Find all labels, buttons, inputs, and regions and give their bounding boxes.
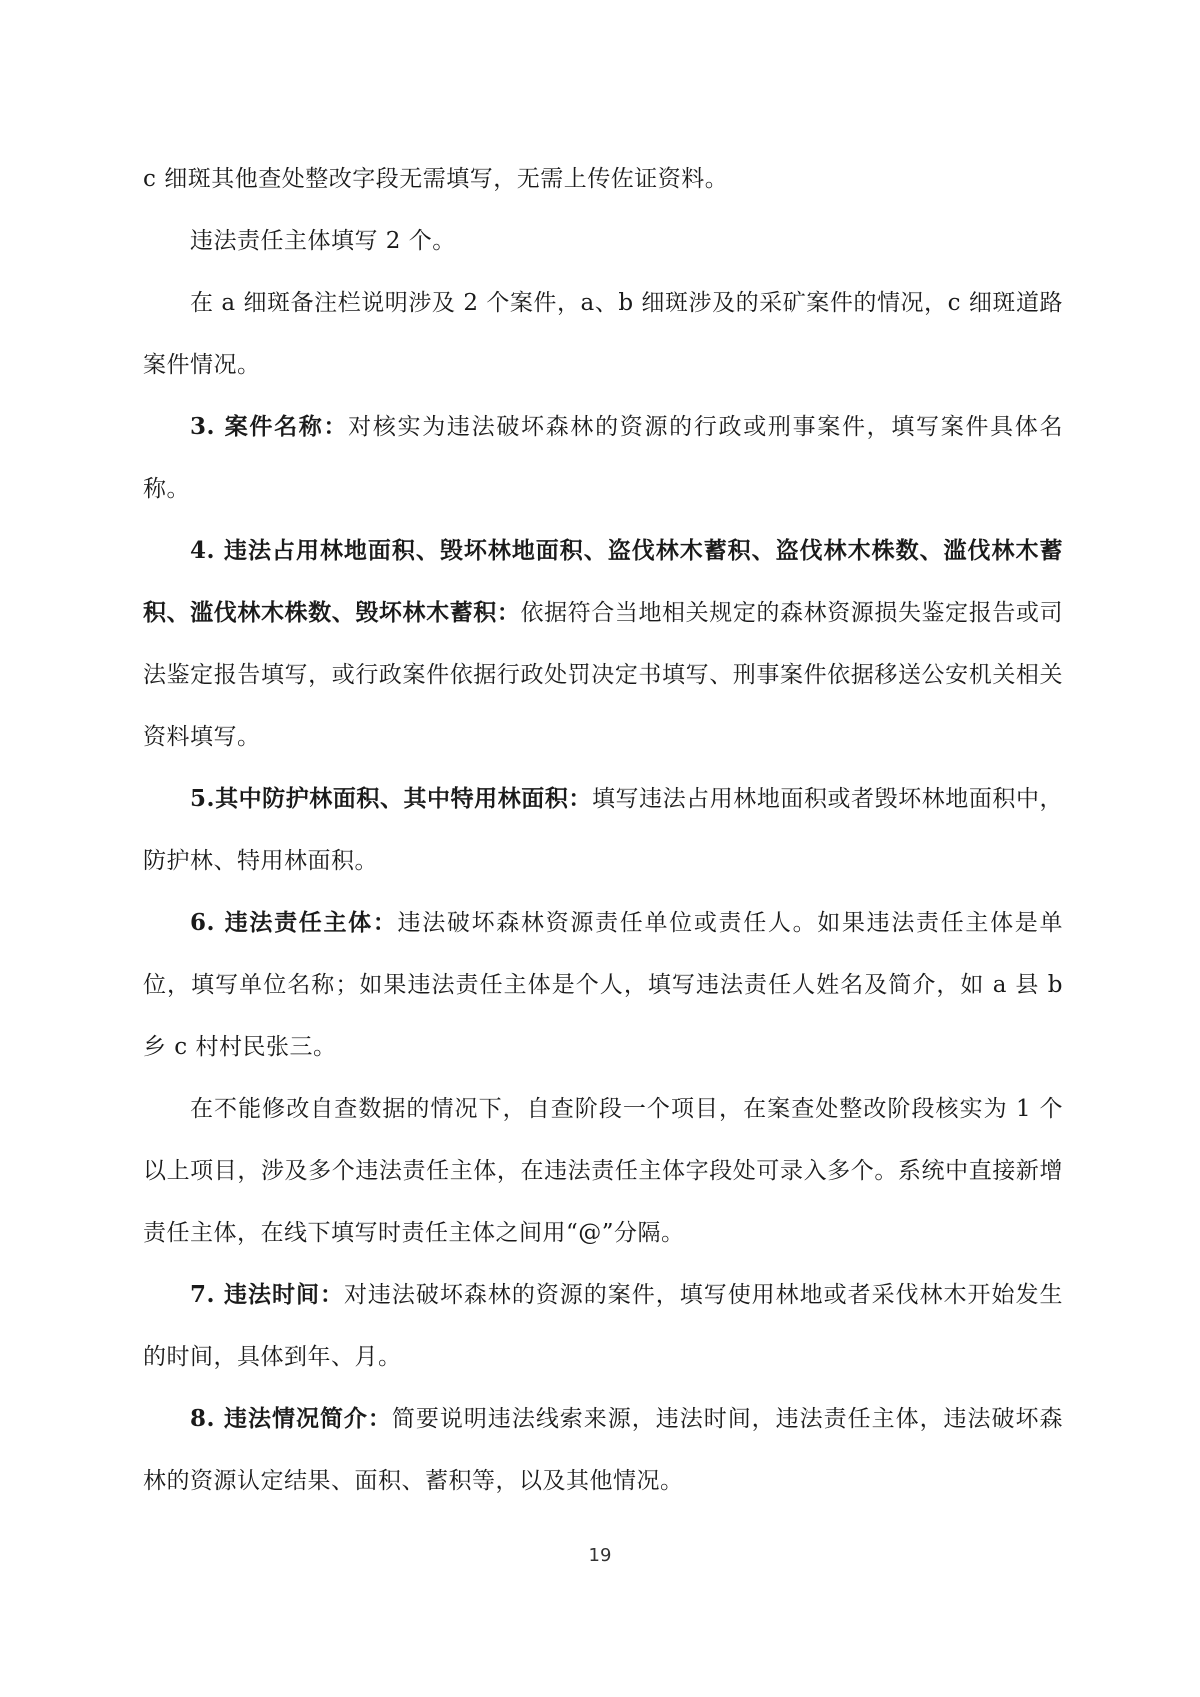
paragraph-text: 违法责任主体填写 2 个。 [190,228,456,254]
paragraph-remark-note [143,272,1063,396]
paragraph-c-patch-note [143,148,1063,210]
paragraph-responsible-count [143,210,1063,272]
paragraph-heading: 7. 违法时间： [190,1281,344,1308]
paragraph-heading: 3. 案件名称： [190,413,349,440]
paragraph-violation-summary [143,1388,1063,1512]
paragraph-text: c 细斑其他查处整改字段无需填写，无需上传佐证资料。 [143,166,729,192]
paragraph-responsible-party [143,892,1063,1078]
paragraph-text: 依据符合当地相关规定的森林资源损失鉴定报告或司法鉴定报告填写，或行政案件依据行政处罚决定书填写、刑事案件依据移送公安机关相关资料填写。 [143,600,1064,750]
page-number: 19 [588,1545,612,1566]
paragraph-heading: 4. 违法占用林地面积、毁坏林地面积、盗伐林木蓄积、盗伐林木株数、滥伐林木蓄积、滥伐林木株数、毁坏林木蓄积： [143,537,1063,626]
paragraph-protection-forest [143,768,1063,892]
paragraph-text: 违法破坏森林资源责任单位或责任人。如果违法责任主体是单位，填写单位名称；如果违法责任主体是个人，填写违法责任人姓名及简介，如 a 县 b 乡 c 村村民张三。 [143,910,1063,1060]
paragraph-text: 对违法破坏森林的资源的案件，填写使用林地或者采伐林木开始发生的时间，具体到年、月。 [143,1282,1063,1370]
paragraph-text: 填写违法占用林地面积或者毁坏林地面积中，防护林、特用林面积。 [143,786,1064,874]
paragraph-text: 简要说明违法线索来源，违法时间，违法责任主体，违法破坏森林的资源认定结果、面积、蓄积等，以及其他情况。 [143,1406,1063,1494]
paragraph-text: 对核实为违法破坏森林的资源的行政或刑事案件，填写案件具体名称。 [143,414,1063,502]
paragraph-text: 在不能修改自查数据的情况下，自查阶段一个项目，在案查处整改阶段核实为 1 个以上项目，涉及多个违法责任主体，在违法责任主体字段处可录入多个。系统中直接新增责任主体，在线下填写时责任主体之间用“@”分隔。 [143,1096,1063,1246]
paragraph-heading: 6. 违法责任主体： [190,909,398,936]
paragraph-area-volume [143,520,1063,768]
paragraph-multiple-parties [143,1078,1063,1264]
paragraph-heading: 5.其中防护林面积、其中特用林面积： [190,785,592,812]
paragraph-text: 在 a 细斑备注栏说明涉及 2 个案件，a、b 细斑涉及的采矿案件的情况，c 细斑道路案件情况。 [143,290,1063,378]
paragraph-violation-time [143,1264,1063,1388]
body-text [143,148,1063,1512]
paragraph-case-name [143,396,1063,520]
paragraph-heading: 8. 违法情况简介： [190,1405,392,1432]
